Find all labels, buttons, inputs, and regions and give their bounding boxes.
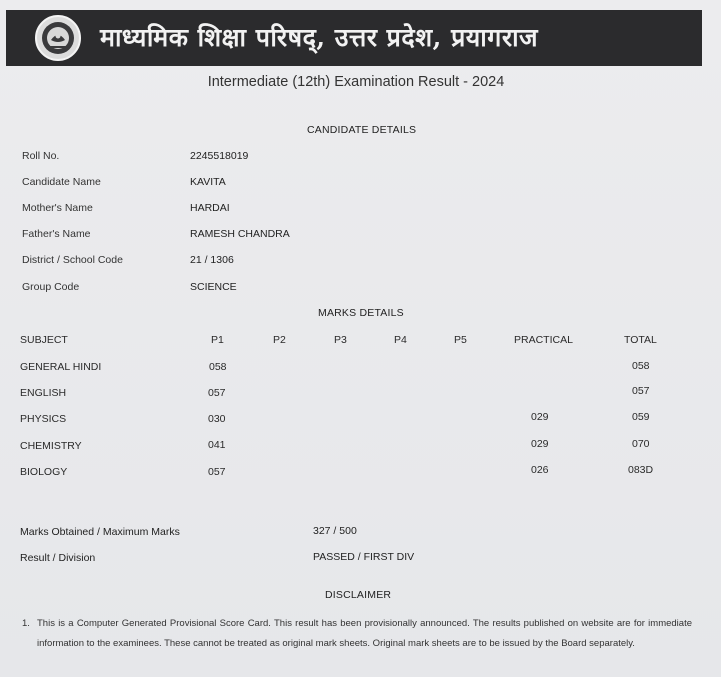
roll-no-value: 2245518019 bbox=[190, 150, 249, 162]
header-bar bbox=[6, 10, 702, 66]
row-practical: 029 bbox=[531, 411, 549, 423]
board-emblem-icon bbox=[34, 14, 82, 62]
disclaimer-text: This is a Computer Generated Provisional Score Card. This result has been provisionally announced. The results published on website are for immediate information to the examinees. These cannot be treated as original mark sheets. Original mark sheets are to be issued by the Board separately. bbox=[37, 618, 692, 649]
col-p4: P4 bbox=[394, 334, 407, 346]
disclaimer-item bbox=[22, 614, 692, 654]
row-subject: PHYSICS bbox=[20, 413, 67, 425]
row-total: 070 bbox=[632, 438, 650, 450]
candidate-name-value: KAVITA bbox=[190, 176, 226, 188]
exam-title: Intermediate (12th) Examination Result - 2024 bbox=[207, 74, 505, 90]
row-subject: BIOLOGY bbox=[20, 466, 68, 478]
row-subject: CHEMISTRY bbox=[20, 440, 82, 452]
row-subject: ENGLISH bbox=[20, 387, 67, 399]
district-school-code-value: 21 / 1306 bbox=[190, 254, 234, 266]
row-subject: GENERAL HINDI bbox=[20, 361, 102, 373]
row-p1: 041 bbox=[208, 439, 226, 451]
mother-name-value: HARDAI bbox=[190, 202, 230, 214]
disclaimer-heading: DISCLAIMER bbox=[325, 589, 392, 601]
row-total: 058 bbox=[632, 360, 650, 372]
group-code-label: Group Code bbox=[22, 281, 80, 293]
candidate-details-heading: CANDIDATE DETAILS bbox=[307, 124, 417, 136]
row-practical: 026 bbox=[531, 464, 549, 476]
row-p1: 058 bbox=[209, 361, 227, 373]
col-total: TOTAL bbox=[624, 334, 657, 346]
marks-obtained-label: Marks Obtained / Maximum Marks bbox=[20, 526, 180, 538]
mother-name-label: Mother's Name bbox=[22, 202, 93, 214]
result-division-value: PASSED / FIRST DIV bbox=[313, 551, 415, 563]
result-division-label: Result / Division bbox=[20, 552, 96, 564]
col-p2: P2 bbox=[273, 334, 286, 346]
board-title: माध्यमिक शिक्षा परिषद्, उत्तर प्रदेश, प्रयागराज bbox=[100, 23, 539, 52]
row-total: 059 bbox=[632, 411, 650, 423]
roll-no-label: Roll No. bbox=[22, 150, 60, 162]
col-p3: P3 bbox=[334, 334, 347, 346]
row-p1: 057 bbox=[208, 466, 226, 478]
col-p5: P5 bbox=[454, 334, 467, 346]
candidate-name-label: Candidate Name bbox=[22, 176, 101, 188]
col-practical: PRACTICAL bbox=[514, 334, 573, 346]
row-total: 083D bbox=[628, 464, 654, 476]
marks-details-heading: MARKS DETAILS bbox=[318, 307, 404, 319]
row-p1: 030 bbox=[208, 413, 226, 425]
group-code-value: SCIENCE bbox=[190, 281, 237, 293]
father-name-label: Father's Name bbox=[22, 228, 91, 240]
marks-obtained-value: 327 / 500 bbox=[313, 525, 357, 537]
row-practical: 029 bbox=[531, 438, 549, 450]
col-p1: P1 bbox=[211, 334, 224, 346]
father-name-value: RAMESH CHANDRA bbox=[190, 228, 290, 240]
disclaimer-number: 1. bbox=[22, 618, 30, 629]
row-p1: 057 bbox=[208, 387, 226, 399]
row-total: 057 bbox=[632, 385, 650, 397]
col-subject: SUBJECT bbox=[20, 334, 68, 346]
district-school-code-label: District / School Code bbox=[22, 254, 123, 266]
